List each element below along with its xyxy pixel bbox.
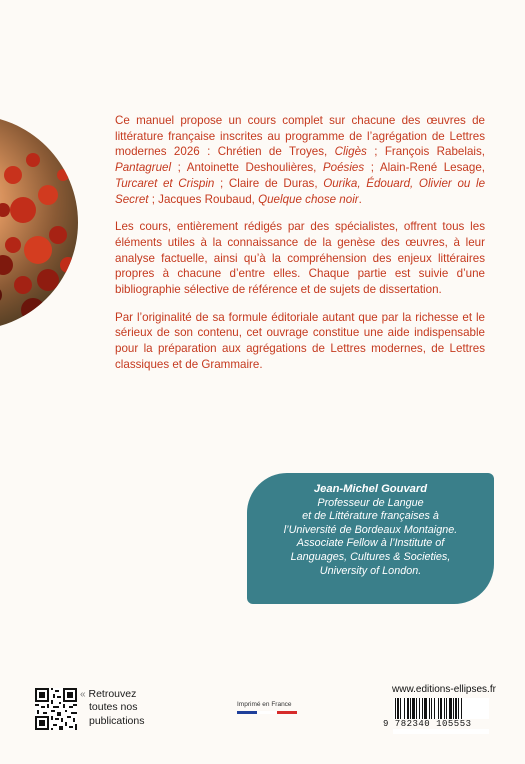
barcode-bar (416, 698, 417, 720)
double-chevron-left-icon: « (80, 689, 86, 700)
author-info-box (247, 473, 494, 604)
description-paragraph-3: Par l’originalité de sa formule éditoriale autant que par la richesse et le sérieux de son contenu, cet ouvrage constitue une aide indispensable pour la préparation aux agrégations de Lettres modernes, de Lettres classiques et de Grammaire. (115, 310, 485, 371)
barcode-bar (404, 698, 405, 720)
barcode-bar (407, 698, 409, 720)
barcode-bar (422, 698, 423, 720)
description-paragraph-2: Les cours, entièrement rédigés par des spécialistes, offrent tous les éléments utiles à la connaissance de la genèse des œuvres, à leur analyse factuelle, ainsi qu’à la compréhension des enjeux littéraires propres à chacune d’entre elles. Chaque partie est suivie d’une bibliographie sélective de référence et de sujets de dissertation. (115, 220, 485, 297)
flag-blue-stripe (237, 711, 257, 714)
work-title: Turcaret et Crispin (115, 176, 215, 190)
barcode-bar (438, 698, 439, 720)
description-text: ; Jacques Roubaud, (148, 192, 259, 206)
barcode-bar (424, 698, 427, 720)
description-text: Ce manuel propose un cours complet sur chacune des œuvres de littérature française inscrites au programme de l’agrégation de Lettres modernes 2026 : Chrétien de Troyes, (115, 114, 485, 159)
author-bio-line: l’Université de Bordeaux Montaigne. (283, 523, 458, 536)
poppy-field-image (0, 115, 78, 330)
flag-white-stripe (257, 711, 277, 714)
retrouvez-line: Retrouvez (88, 688, 137, 700)
barcode-bar (410, 698, 411, 720)
author-bio-line: Professeur de Langue (317, 496, 424, 509)
work-title: Ourika, Édouard, Olivier ou le Secret (115, 176, 486, 206)
author-name: Jean-Michel Gouvard (313, 483, 428, 495)
description-text: ; François Rabelais, (366, 145, 485, 159)
barcode-bar (395, 698, 396, 720)
barcode-bar (446, 698, 447, 720)
description-paragraph-1 (115, 113, 485, 207)
barcode-bar (431, 698, 432, 720)
work-title: Poésies (322, 161, 365, 175)
work-title: Cligès (334, 145, 367, 159)
description-text: ; Antoinette Deshoulières, (171, 161, 323, 175)
barcode-bar (412, 698, 415, 720)
author-bio-line: Associate Fellow à l’Institute of (296, 537, 445, 550)
barcode-bar (429, 698, 430, 720)
retrouvez-publications-link[interactable] (80, 688, 160, 728)
barcode-bar (434, 698, 435, 720)
description-text: ; Claire de Duras, (214, 176, 324, 190)
qr-code-icon[interactable] (35, 688, 77, 730)
isbn-digits: 9 782340 105553 (383, 719, 493, 729)
barcode-bar (449, 698, 452, 720)
barcode-bar (419, 698, 420, 720)
work-title: Pantagruel (115, 161, 172, 175)
barcode-bar (440, 698, 442, 720)
barcode-bar (461, 698, 462, 720)
description-text: ; Alain-René Lesage, (364, 161, 485, 175)
barcode-bar (400, 698, 401, 720)
barcode-bar (453, 698, 454, 720)
barcode-bar (458, 698, 459, 720)
flag-red-stripe (277, 711, 297, 714)
publisher-website[interactable]: www.editions-ellipses.fr (392, 684, 496, 695)
author-bio-line: Languages, Cultures & Societies, (290, 550, 451, 563)
description-text: . (358, 192, 362, 206)
imprime-en-france-label: Imprimé en France (237, 701, 292, 708)
french-flag-icon (237, 711, 297, 714)
retrouvez-line: toutes nos (89, 701, 138, 714)
barcode-bar (444, 698, 445, 720)
retrouvez-line: publications (89, 714, 145, 727)
barcode-bar (397, 698, 399, 720)
book-description (115, 113, 485, 385)
barcode-bar (455, 698, 457, 720)
work-title: Quelque chose noir (258, 192, 359, 206)
author-bio-line: et de Littérature françaises à (302, 510, 439, 523)
author-bio-line: University of London. (319, 564, 422, 577)
